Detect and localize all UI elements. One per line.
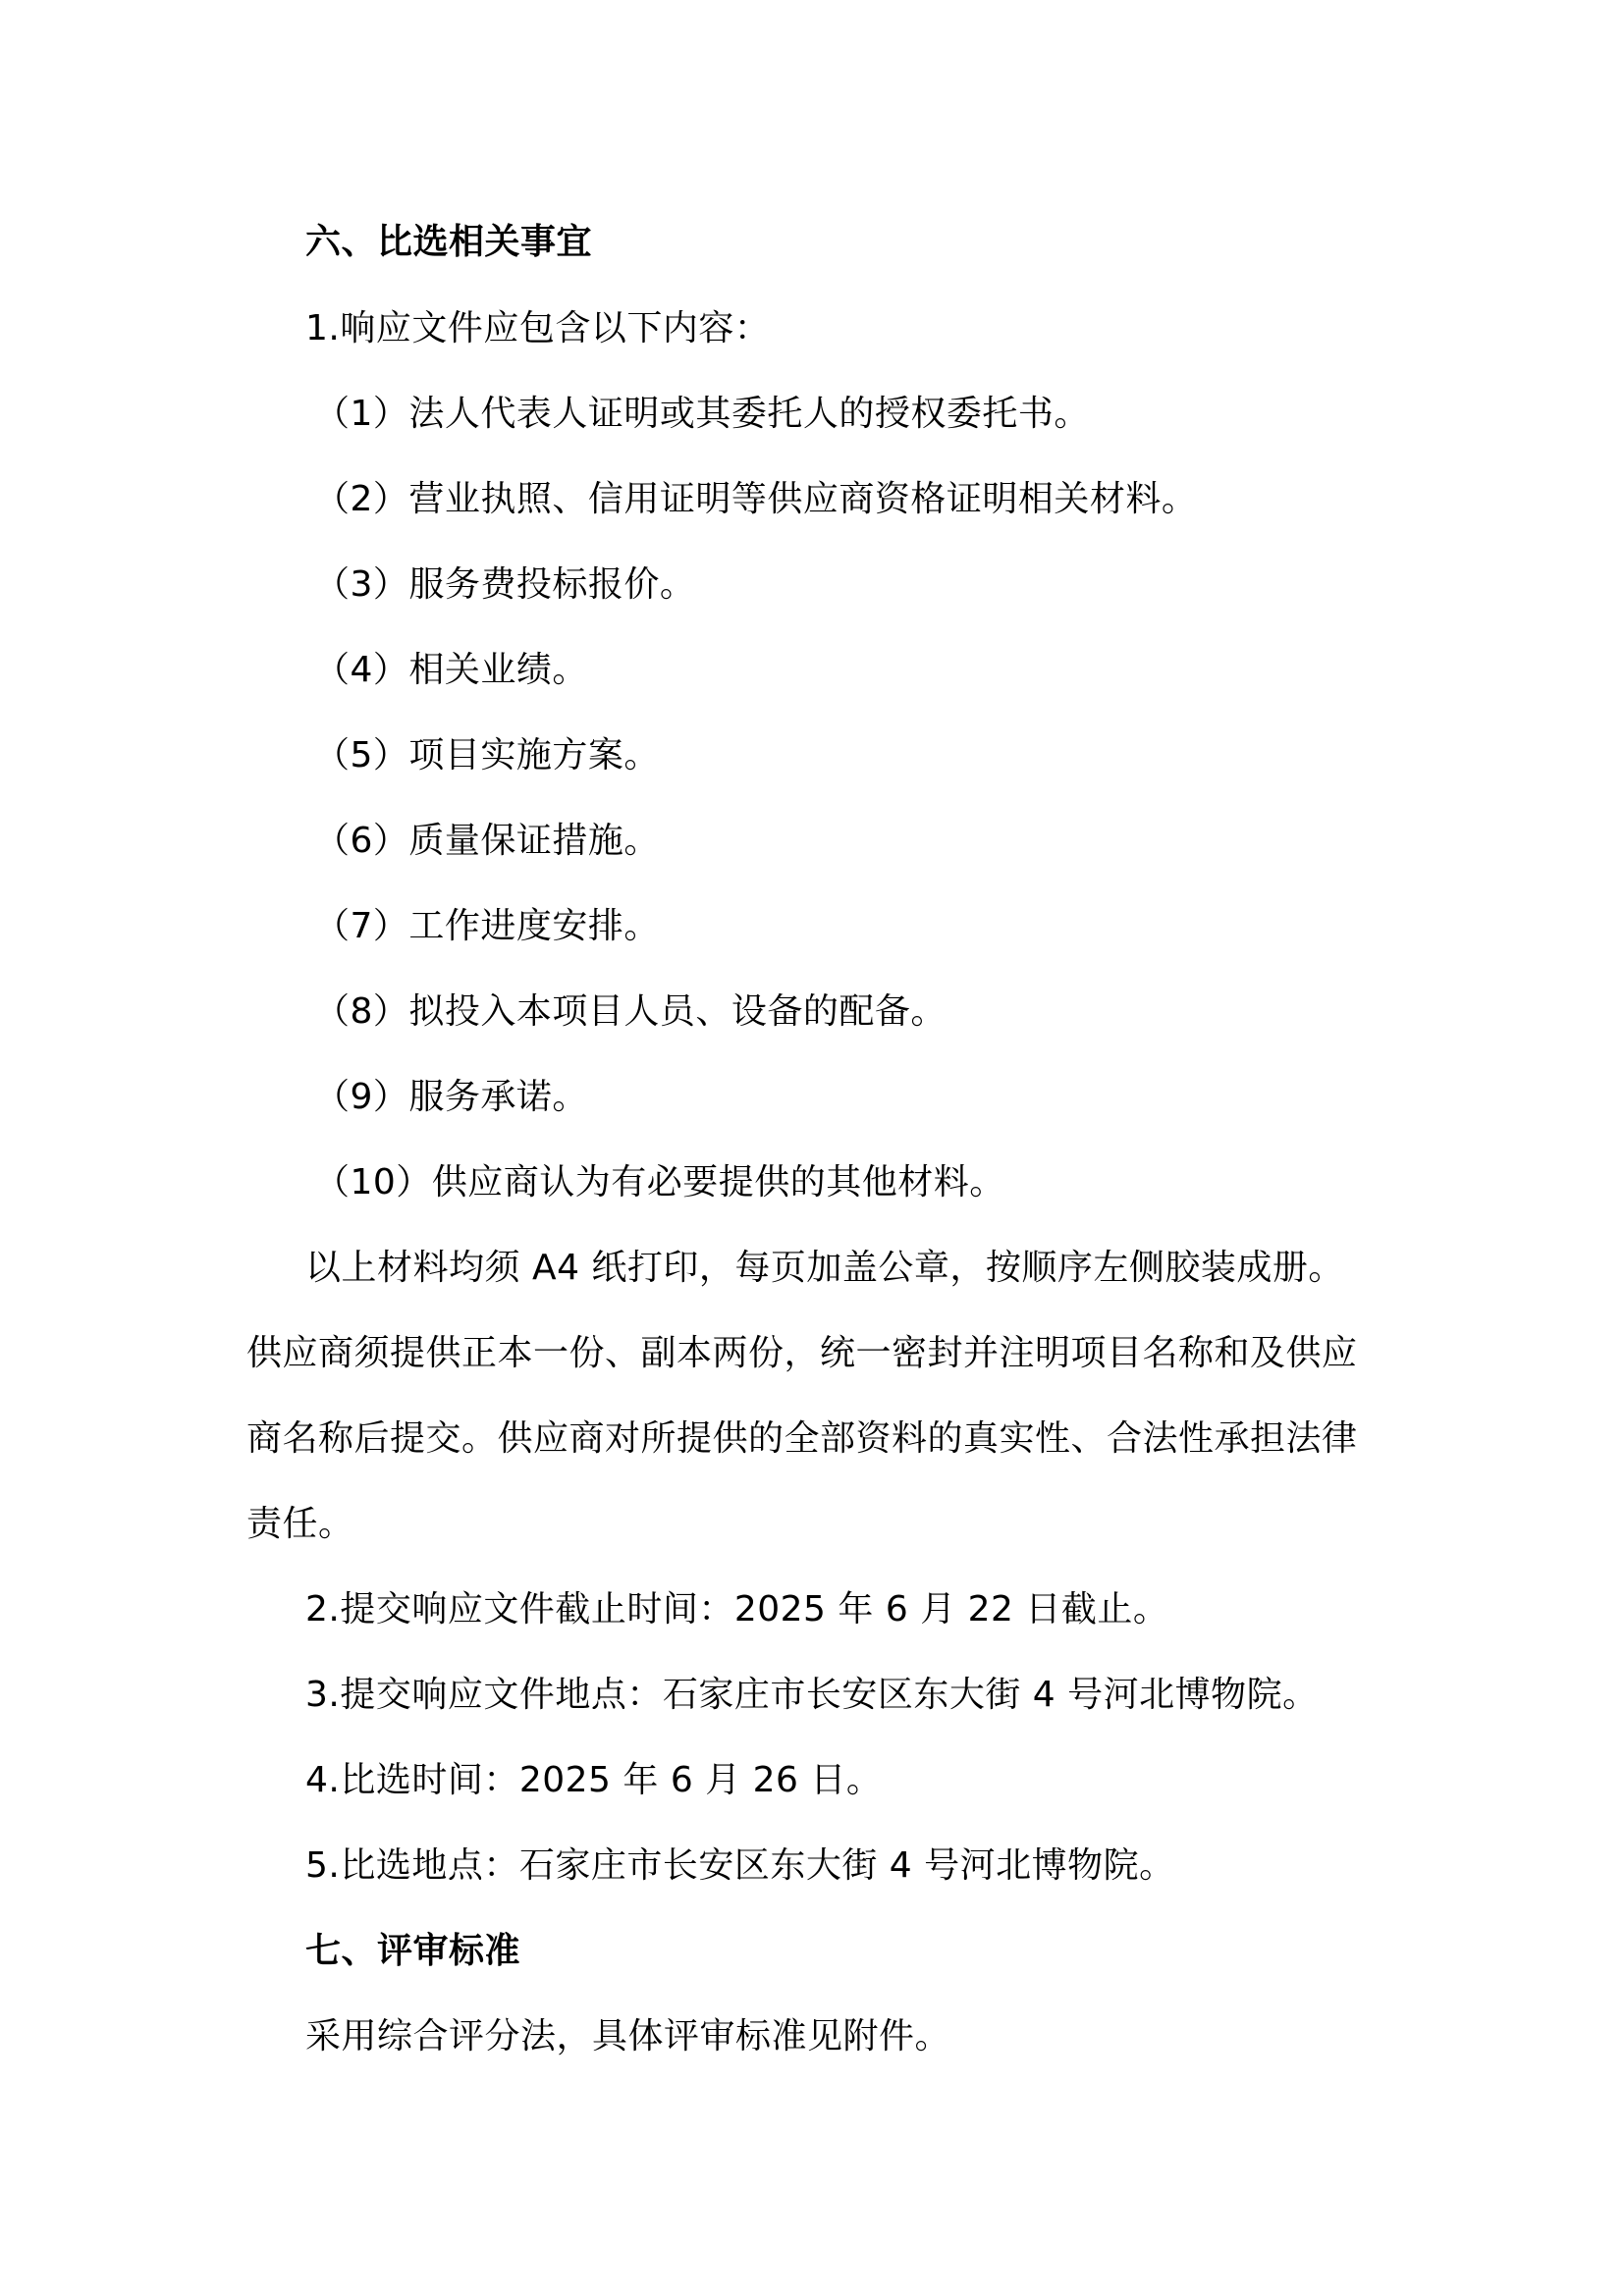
subitem-7: （7）工作进度安排。: [314, 906, 660, 946]
subitem-2: （2）营业执照、信用证明等供应商资格证明相关材料。: [314, 479, 1198, 519]
item-4-selection-time: 4.比选时间：2025 年 6 月 26 日。: [305, 1760, 883, 1800]
subitem-3: （3）服务费投标报价。: [314, 564, 696, 605]
paragraph-line-2: 供应商须提供正本一份、副本两份，统一密封并注明项目名称和及供应: [246, 1333, 1358, 1373]
section-7-text: 采用综合评分法，具体评审标准见附件。: [305, 2016, 951, 2056]
subitem-8: （8）拟投入本项目人员、设备的配备。: [314, 991, 947, 1032]
section-7-heading: 七、评审标准: [305, 1931, 521, 1971]
paragraph-line-4: 责任。: [246, 1504, 354, 1544]
subitem-1: （1）法人代表人证明或其委托人的授权委托书。: [314, 394, 1090, 434]
paragraph-line-3: 商名称后提交。供应商对所提供的全部资料的真实性、合法性承担法律: [246, 1418, 1358, 1459]
subitem-10: （10）供应商认为有必要提供的其他材料。: [314, 1162, 1005, 1202]
item-1-title: 1.响应文件应包含以下内容：: [305, 308, 771, 348]
item-2-deadline: 2.提交响应文件截止时间：2025 年 6 月 22 日截止。: [305, 1589, 1169, 1629]
subitem-6: （6）质量保证措施。: [314, 821, 660, 861]
section-6-heading: 六、比选相关事宜: [305, 222, 593, 262]
subitem-4: （4）相关业绩。: [314, 650, 588, 690]
item-3-location: 3.提交响应文件地点：石家庄市长安区东大街 4 号河北博物院。: [305, 1675, 1319, 1715]
item-5-selection-place: 5.比选地点：石家庄市长安区东大街 4 号河北博物院。: [305, 1845, 1175, 1886]
paragraph-line-1: 以上材料均须 A4 纸打印，每页加盖公章，按顺序左侧胶装成册。: [305, 1248, 1344, 1288]
subitem-5: （5）项目实施方案。: [314, 735, 660, 775]
subitem-9: （9）服务承诺。: [314, 1077, 588, 1117]
